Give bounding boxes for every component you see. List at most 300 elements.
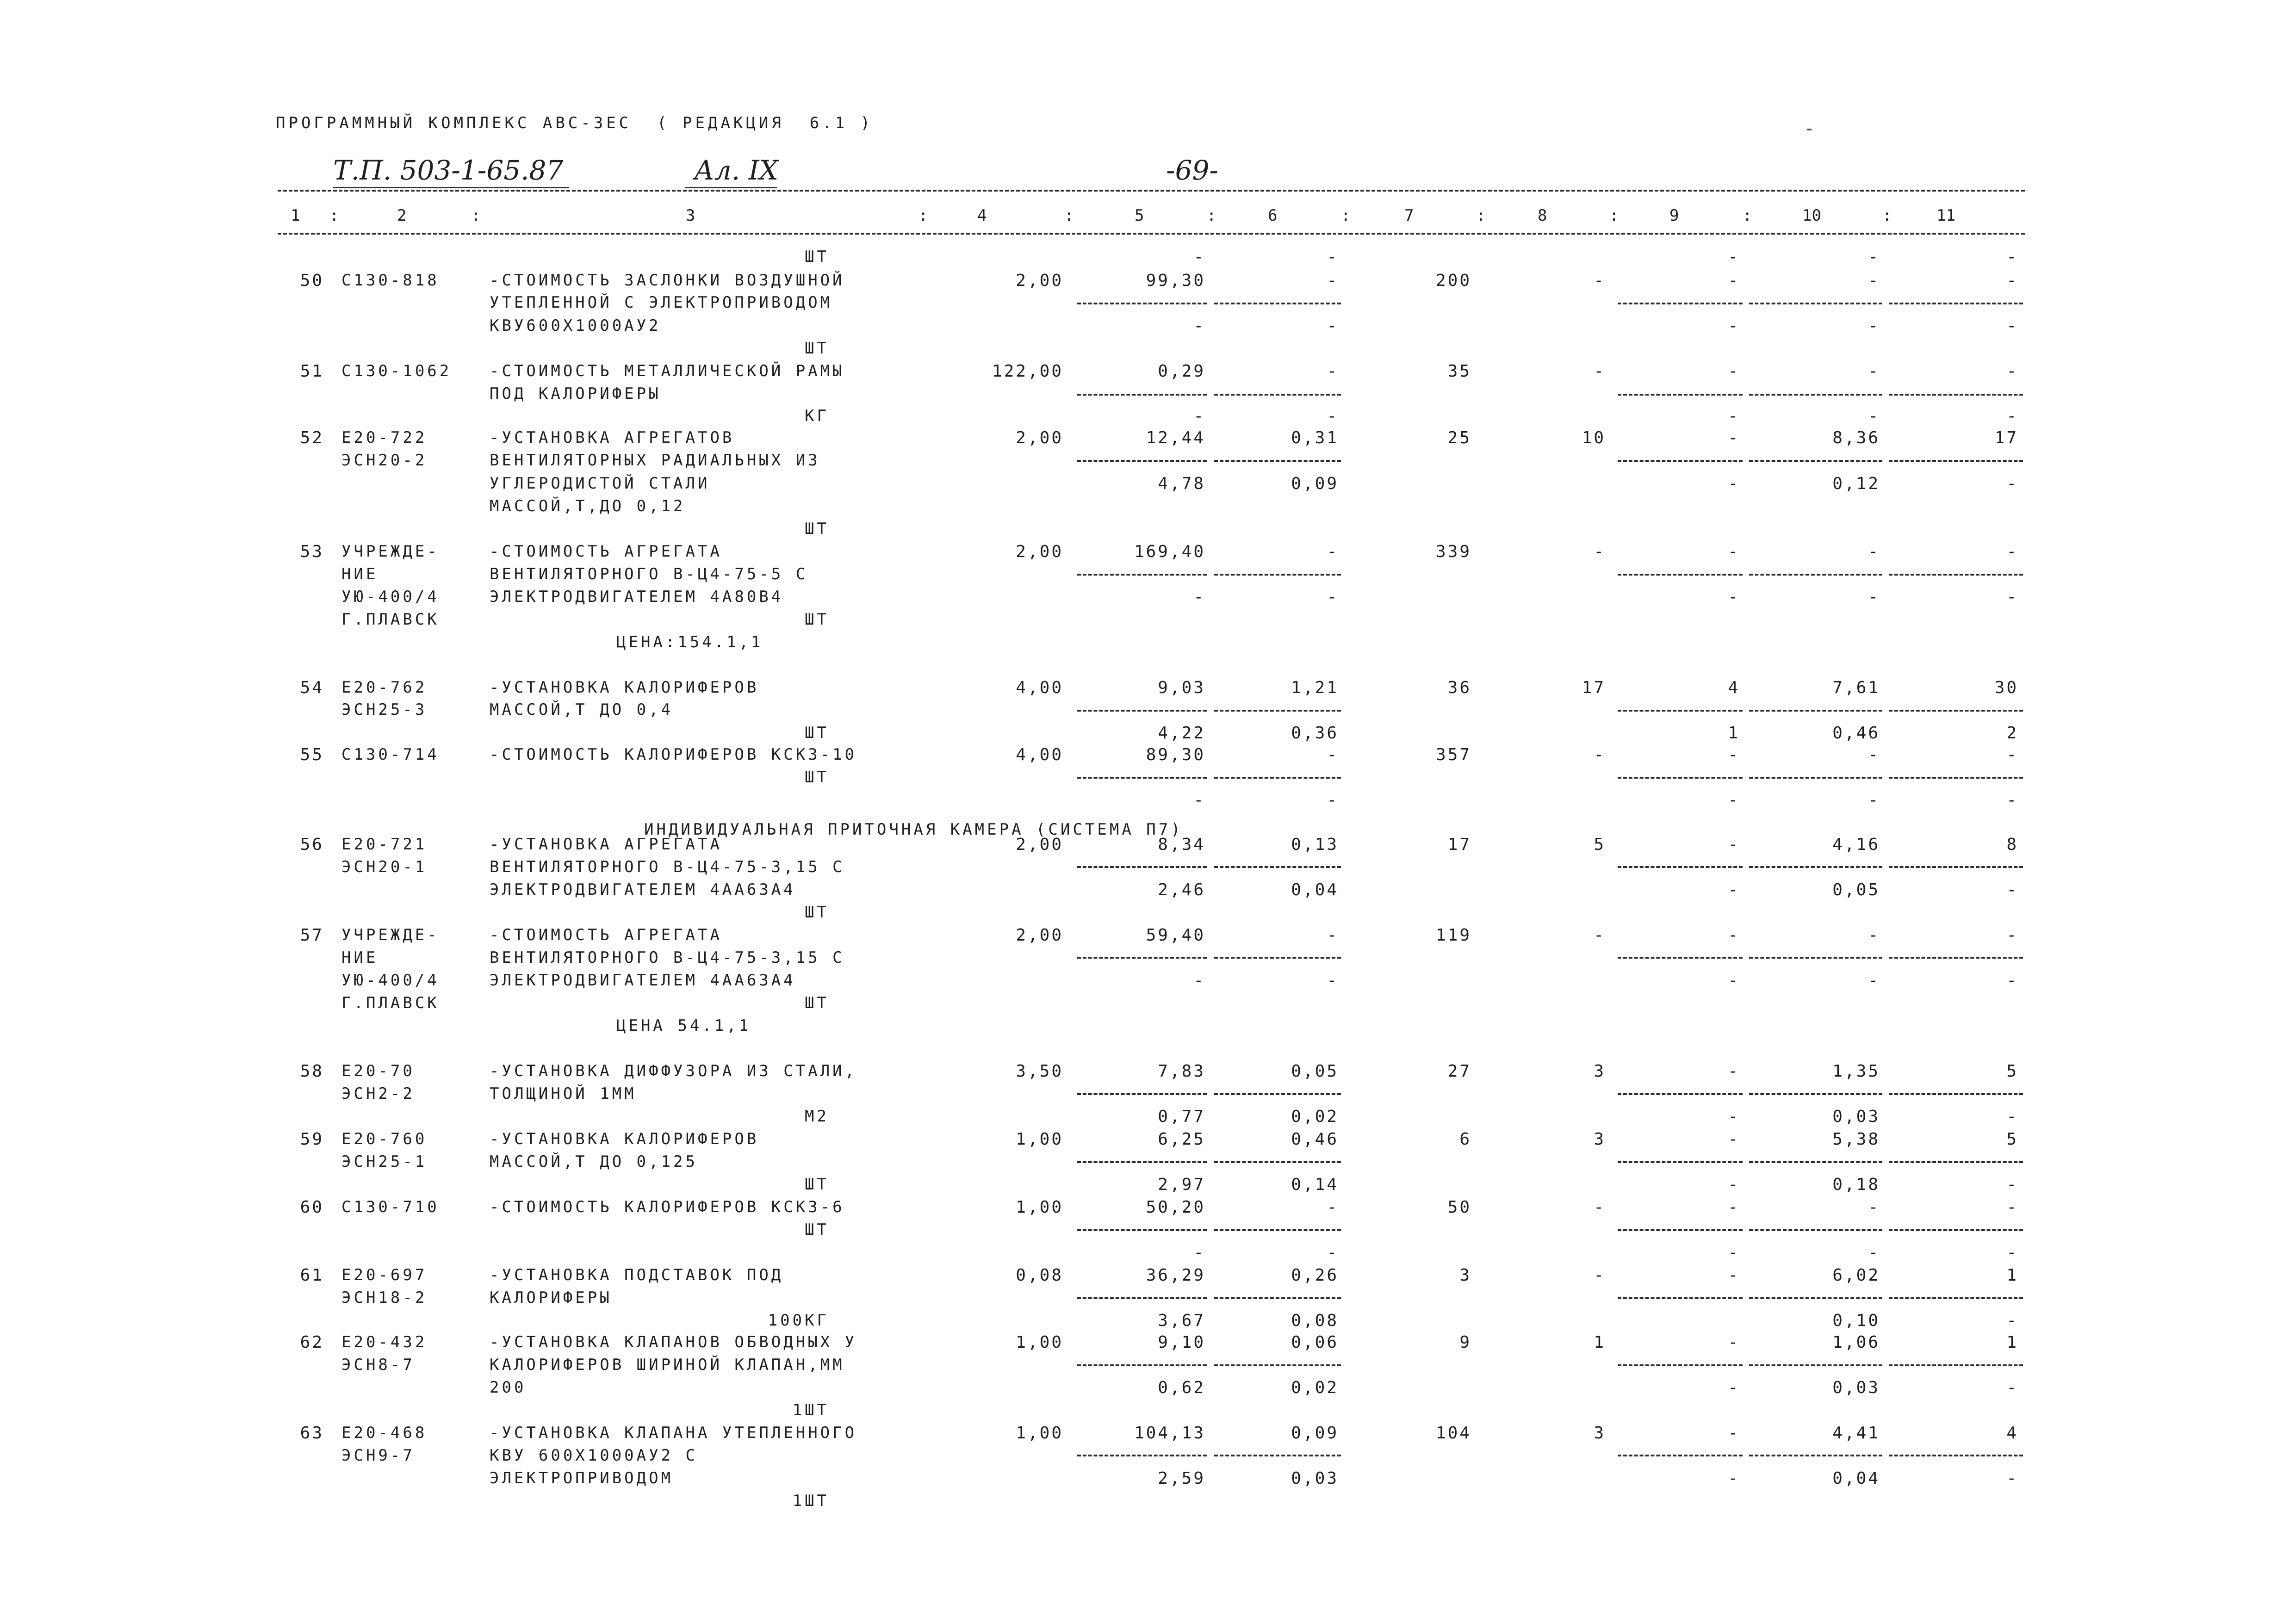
cell-col-6: 0,13	[1291, 835, 1339, 854]
cell-col-5: -	[1193, 1243, 1205, 1262]
cell-col-10: 0,05	[1832, 880, 1880, 899]
cell-col-9: -	[1728, 1333, 1740, 1352]
cell-col-4: 2,00	[1016, 542, 1063, 561]
cell-rule	[1214, 574, 1341, 576]
cell-col-5: 50,20	[1146, 1198, 1205, 1217]
cell-col-9: -	[1728, 248, 1740, 266]
column-header-8: 8	[1538, 206, 1547, 225]
cell-col-9: -	[1728, 835, 1740, 854]
cell-col-5: 2,46	[1158, 880, 1205, 899]
cell-col-11: -	[2006, 474, 2018, 493]
cell-col-5: 4,78	[1158, 474, 1205, 493]
cell-col-5: 7,83	[1158, 1062, 1205, 1081]
cell-col-10: 0,03	[1832, 1107, 1880, 1126]
cell-col-11: -	[2006, 316, 2018, 335]
cell-rule	[1749, 574, 1882, 576]
cell-col-6: -	[1327, 362, 1339, 381]
column-separator: :	[329, 206, 339, 225]
cell-col-5: 36,29	[1146, 1266, 1205, 1285]
cell-col-7: 3	[1459, 1266, 1471, 1285]
cell-col-9: -	[1728, 271, 1740, 290]
cell-rule	[1889, 460, 2023, 462]
cell-col-10: -	[1868, 791, 1880, 810]
cell-col-8: 3	[1594, 1130, 1606, 1149]
program-header: ПРОГРАММНЫЙ КОМПЛЕКС АВС-3ЕС ( РЕДАКЦИЯ 6.1 )	[276, 114, 874, 132]
cell-col-9: -	[1728, 1198, 1740, 1217]
rate-code: УЮ-400/4	[341, 971, 440, 990]
work-description: ВЕНТИЛЯТОРНЫХ РАДИАЛЬНЫХ ИЗ	[490, 451, 820, 470]
cell-col-5: 0,62	[1158, 1378, 1205, 1397]
work-description: ВЕНТИЛЯТОРНОГО В-Ц4-75-5 С	[490, 565, 808, 583]
cell-col-6: 0,14	[1291, 1175, 1339, 1194]
cell-rule	[1889, 710, 2023, 712]
rate-code: Е20-70	[341, 1062, 415, 1080]
cell-col-11: -	[2006, 407, 2018, 426]
cell-col-9: -	[1728, 362, 1740, 381]
cell-rule	[1214, 1364, 1341, 1366]
cell-col-10: 0,12	[1832, 474, 1880, 493]
price-ref: ЦЕНА:154.1,1	[616, 633, 763, 651]
cell-col-11: -	[2006, 791, 2018, 810]
section-title: ИНДИВИДУАЛЬНАЯ ПРИТОЧНАЯ КАМЕРА (СИСТЕМА П7)	[644, 820, 1183, 839]
cell-col-5: 12,44	[1146, 428, 1205, 447]
work-description: ЭЛЕКТРОДВИГАТЕЛЕМ 4АА63А4	[490, 880, 796, 899]
cell-col-11: 30	[1994, 678, 2018, 697]
rate-code: Е20-432	[341, 1333, 428, 1351]
cell-col-6: -	[1327, 1243, 1339, 1262]
cell-col-11: -	[2006, 971, 2018, 990]
rate-code: Г.ПЛАВСК	[341, 994, 440, 1012]
cell-col-4: 1,00	[1016, 1424, 1063, 1443]
unit-label: М2	[805, 1107, 829, 1126]
column-header-7: 7	[1404, 206, 1414, 225]
cell-rule	[1889, 957, 2023, 959]
row-number: 51	[300, 362, 324, 381]
cell-col-9: -	[1728, 791, 1740, 810]
cell-rule	[1618, 1364, 1743, 1366]
unit-label: ШТ	[805, 903, 829, 922]
cell-col-8: -	[1594, 542, 1606, 561]
column-separator: :	[918, 206, 928, 225]
cell-col-10: 5,38	[1832, 1130, 1880, 1149]
cell-col-5: 2,97	[1158, 1175, 1205, 1194]
cell-col-8: 3	[1594, 1424, 1606, 1443]
rate-code: УЧРЕЖДЕ-	[341, 926, 440, 944]
cell-col-5: -	[1193, 407, 1205, 426]
cell-col-8: 17	[1582, 678, 1606, 697]
row-number: 58	[300, 1062, 324, 1081]
unit-label: 1ШТ	[792, 1492, 829, 1510]
row-number: 50	[300, 271, 324, 290]
cell-col-9: -	[1728, 588, 1740, 607]
cell-rule	[1214, 394, 1341, 396]
cell-rule	[1749, 303, 1882, 304]
unit-label: КГ	[805, 407, 829, 425]
row-number: 62	[300, 1333, 324, 1352]
work-description: ЭЛЕКТРОПРИВОДОМ	[490, 1469, 674, 1487]
cell-col-10: -	[1868, 271, 1880, 290]
work-description: -СТОИМОСТЬ АГРЕГАТА	[490, 926, 722, 944]
cell-col-7: 119	[1435, 926, 1471, 945]
cell-col-11: 1	[2006, 1333, 2018, 1352]
cell-col-8: 1	[1594, 1333, 1606, 1352]
column-header-10: 10	[1802, 206, 1821, 225]
column-separator: :	[1609, 206, 1619, 225]
cell-col-11: -	[2006, 1469, 2018, 1488]
cell-col-4: 2,00	[1016, 271, 1063, 290]
row-number: 63	[300, 1424, 324, 1443]
cell-col-10: 4,41	[1832, 1424, 1880, 1443]
price-ref: ЦЕНА 54.1,1	[616, 1016, 751, 1035]
cell-col-11: -	[2006, 362, 2018, 381]
rate-code: ЭСН9-7	[341, 1446, 415, 1465]
column-header-11: 11	[1936, 206, 1955, 225]
cell-col-7: 104	[1435, 1424, 1471, 1443]
cell-col-7: 50	[1447, 1198, 1471, 1217]
unit-label: ШТ	[805, 248, 829, 266]
work-description: УГЛЕРОДИСТОЙ СТАЛИ	[490, 474, 710, 493]
column-header-6: 6	[1268, 206, 1278, 225]
cell-rule	[1214, 1297, 1341, 1299]
work-description: МАССОЙ,Т ДО 0,125	[490, 1152, 698, 1171]
rate-code: С130-714	[341, 745, 440, 764]
cell-col-9: -	[1728, 971, 1740, 990]
cell-col-9: -	[1728, 745, 1740, 764]
cell-rule	[1889, 574, 2023, 576]
cell-col-10: 0,10	[1832, 1311, 1880, 1330]
cell-col-5: -	[1193, 588, 1205, 607]
cell-col-5: 59,40	[1146, 926, 1205, 945]
cell-rule	[1214, 303, 1341, 304]
cell-col-11: -	[2006, 271, 2018, 290]
rate-code: С130-710	[341, 1198, 440, 1216]
cell-col-11: -	[2006, 1311, 2018, 1330]
work-description: ЭЛЕКТРОДВИГАТЕЛЕМ 4А80В4	[490, 588, 784, 606]
album-label: Ал. IX	[694, 155, 778, 186]
work-description: КВУ600Х1000АУ2	[490, 316, 661, 335]
cell-rule	[1618, 1161, 1743, 1163]
work-description: УТЕПЛЕННОЙ С ЭЛЕКТРОПРИВОДОМ	[490, 293, 833, 312]
cell-rule	[1889, 394, 2023, 396]
cell-col-7: 36	[1447, 678, 1471, 697]
cell-rule	[1077, 777, 1207, 779]
cell-col-8: 10	[1582, 428, 1606, 447]
work-description: -СТОИМОСТЬ ЗАСЛОНКИ ВОЗДУШНОЙ	[490, 271, 845, 290]
cell-col-10: -	[1868, 362, 1880, 381]
cell-rule	[1889, 1297, 2023, 1299]
cell-col-6: -	[1327, 791, 1339, 810]
cell-rule	[1214, 1093, 1341, 1095]
cell-col-4: 4,00	[1016, 745, 1063, 764]
column-separator: :	[1064, 206, 1074, 225]
rate-code: Е20-762	[341, 678, 428, 697]
cell-col-4: 1,00	[1016, 1130, 1063, 1149]
album-underline	[685, 187, 777, 188]
cell-col-5: 0,29	[1158, 362, 1205, 381]
cell-col-6: -	[1327, 745, 1339, 764]
cell-col-11: 5	[2006, 1062, 2018, 1081]
column-header-2: 2	[397, 206, 407, 225]
work-description: КВУ 600Х1000АУ2 С	[490, 1446, 698, 1465]
row-number: 52	[300, 428, 324, 447]
cell-col-6: 0,31	[1291, 428, 1339, 447]
cell-rule	[1618, 574, 1743, 576]
cell-rule	[1077, 1455, 1207, 1456]
cell-col-9: -	[1728, 1424, 1740, 1443]
cell-col-6: -	[1327, 271, 1339, 290]
cell-rule	[1077, 1161, 1207, 1163]
cell-col-11: -	[2006, 1175, 2018, 1194]
cell-col-6: -	[1327, 316, 1339, 335]
unit-label: ШТ	[805, 339, 829, 358]
cell-col-9: 4	[1728, 678, 1740, 697]
rate-code: С130-1062	[341, 362, 452, 380]
cell-col-11: 1	[2006, 1266, 2018, 1285]
cell-col-5: 9,10	[1158, 1333, 1205, 1352]
cell-rule	[1889, 1455, 2023, 1456]
stray-mark	[1807, 129, 1812, 130]
column-header-9: 9	[1669, 206, 1679, 225]
row-number: 57	[300, 926, 324, 945]
cell-col-6: 0,08	[1291, 1311, 1339, 1330]
cell-col-8: 5	[1594, 835, 1606, 854]
cell-rule	[1077, 1364, 1207, 1366]
cell-col-10: -	[1868, 588, 1880, 607]
cell-col-5: -	[1193, 316, 1205, 335]
cell-col-11: 8	[2006, 835, 2018, 854]
column-separator: :	[1882, 206, 1892, 225]
cell-col-6: -	[1327, 971, 1339, 990]
cell-col-5: 89,30	[1146, 745, 1205, 764]
column-header-rule	[278, 233, 2025, 235]
cell-rule	[1749, 1455, 1882, 1456]
cell-col-11: -	[2006, 1243, 2018, 1262]
unit-label: ШТ	[805, 1220, 829, 1239]
cell-rule	[1618, 1229, 1743, 1231]
cell-col-11: 17	[1994, 428, 2018, 447]
cell-col-11: -	[2006, 880, 2018, 899]
cell-col-10: -	[1868, 971, 1880, 990]
cell-col-9: 1	[1728, 724, 1740, 743]
cell-rule	[1749, 394, 1882, 396]
cell-col-7: 339	[1435, 542, 1471, 561]
work-description: 200	[490, 1378, 527, 1397]
cell-col-11: -	[2006, 1198, 2018, 1217]
rate-code: Е20-760	[341, 1130, 428, 1148]
cell-col-5: -	[1193, 248, 1205, 266]
cell-col-5: 8,34	[1158, 835, 1205, 854]
cell-col-5: 9,03	[1158, 678, 1205, 697]
cell-col-8: -	[1594, 271, 1606, 290]
cell-rule	[1618, 710, 1743, 712]
cell-col-6: 0,02	[1291, 1107, 1339, 1126]
unit-label: ШТ	[805, 610, 829, 629]
work-description: -СТОИМОСТЬ КАЛОРИФЕРОВ КСК3-6	[490, 1198, 845, 1216]
cell-col-9: -	[1728, 1130, 1740, 1149]
cell-rule	[1077, 957, 1207, 959]
rate-code: УЮ-400/4	[341, 588, 440, 606]
cell-col-6: -	[1327, 1198, 1339, 1217]
cell-rule	[1214, 777, 1341, 779]
cell-col-9: -	[1728, 474, 1740, 493]
cell-col-4: 122,00	[992, 362, 1063, 381]
rate-code: НИЕ	[341, 948, 379, 967]
cell-col-7: 27	[1447, 1062, 1471, 1081]
cell-col-9: -	[1728, 407, 1740, 426]
cell-rule	[1618, 460, 1743, 462]
row-number: 55	[300, 745, 324, 764]
cell-col-11: 4	[2006, 1424, 2018, 1443]
work-description: -СТОИМОСТЬ АГРЕГАТА	[490, 542, 722, 561]
cell-col-9: -	[1728, 880, 1740, 899]
cell-col-6: 0,05	[1291, 1062, 1339, 1081]
cell-col-9: -	[1728, 926, 1740, 945]
row-number: 61	[300, 1266, 324, 1285]
cell-col-4: 2,00	[1016, 926, 1063, 945]
work-description: -УСТАНОВКА ПОДСТАВОК ПОД	[490, 1266, 784, 1284]
cell-col-6: 1,21	[1291, 678, 1339, 697]
cell-rule	[1749, 1297, 1882, 1299]
work-description: -УСТАНОВКА АГРЕГАТОВ	[490, 428, 735, 447]
cell-col-10: -	[1868, 926, 1880, 945]
cell-col-7: 357	[1435, 745, 1471, 764]
cell-rule	[1077, 1229, 1207, 1231]
cell-col-9: -	[1728, 1469, 1740, 1488]
work-description: ВЕНТИЛЯТОРНОГО В-Ц4-75-3,15 С	[490, 858, 845, 876]
cell-col-9: -	[1728, 1266, 1740, 1285]
cell-rule	[1889, 866, 2023, 868]
cell-col-10: 1,35	[1832, 1062, 1880, 1081]
cell-col-7: 17	[1447, 835, 1471, 854]
cell-col-6: 0,26	[1291, 1266, 1339, 1285]
cell-col-8: -	[1594, 1266, 1606, 1285]
work-description: ПОД КАЛОРИФЕРЫ	[490, 384, 661, 403]
work-description: -СТОИМОСТЬ МЕТАЛЛИЧЕСКОЙ РАМЫ	[490, 362, 845, 380]
rate-code: ЭСН20-1	[341, 858, 428, 876]
work-description: ВЕНТИЛЯТОРНОГО В-Ц4-75-3,15 С	[490, 948, 845, 967]
cell-col-11: -	[2006, 745, 2018, 764]
cell-col-11: -	[2006, 248, 2018, 266]
cell-rule	[1889, 1093, 2023, 1095]
cell-rule	[1214, 957, 1341, 959]
cell-col-11: -	[2006, 542, 2018, 561]
cell-col-4: 0,08	[1016, 1266, 1063, 1285]
unit-label: ШТ	[805, 520, 829, 538]
cell-col-5: 3,67	[1158, 1311, 1205, 1330]
cell-col-4: 3,50	[1016, 1062, 1063, 1081]
work-description: ЭЛЕКТРОДВИГАТЕЛЕМ 4АА63А4	[490, 971, 796, 990]
cell-rule	[1618, 1093, 1743, 1095]
cell-col-5: 4,22	[1158, 724, 1205, 743]
cell-col-11: -	[2006, 1378, 2018, 1397]
work-description: -УСТАНОВКА КАЛОРИФЕРОВ	[490, 678, 759, 697]
cell-col-4: 2,00	[1016, 835, 1063, 854]
cell-rule	[1749, 957, 1882, 959]
cell-col-9: -	[1728, 428, 1740, 447]
cell-col-5: 6,25	[1158, 1130, 1205, 1149]
work-description: КАЛОРИФЕРЫ	[490, 1288, 612, 1307]
unit-label: ШТ	[805, 994, 829, 1012]
cell-col-11: -	[2006, 1107, 2018, 1126]
cell-col-6: 0,04	[1291, 880, 1339, 899]
row-number: 56	[300, 835, 324, 854]
cell-rule	[1749, 460, 1882, 462]
rate-code: С130-818	[341, 271, 440, 290]
cell-rule	[1214, 866, 1341, 868]
cell-col-9: -	[1728, 1062, 1740, 1081]
cell-col-10: 4,16	[1832, 835, 1880, 854]
cell-rule	[1618, 957, 1743, 959]
cell-rule	[1749, 777, 1882, 779]
cell-rule	[1618, 1455, 1743, 1456]
cell-rule	[1077, 574, 1207, 576]
cell-col-8: -	[1594, 362, 1606, 381]
cell-col-5: -	[1193, 971, 1205, 990]
cell-col-11: -	[2006, 588, 2018, 607]
work-description: -УСТАНОВКА АГРЕГАТА	[490, 835, 722, 854]
cell-col-9: -	[1728, 316, 1740, 335]
cell-col-6: 0,02	[1291, 1378, 1339, 1397]
cell-col-9: -	[1728, 1107, 1740, 1126]
cell-rule	[1214, 1455, 1341, 1456]
cell-col-4: 4,00	[1016, 678, 1063, 697]
rate-code: ЭСН2-2	[341, 1084, 415, 1103]
work-description: -УСТАНОВКА ДИФФУЗОРА ИЗ СТАЛИ,	[490, 1062, 857, 1080]
cell-col-10: 0,04	[1832, 1469, 1880, 1488]
work-description: -СТОИМОСТЬ КАЛОРИФЕРОВ КСК3-10	[490, 745, 857, 764]
column-separator: :	[1476, 206, 1486, 225]
cell-rule	[1749, 866, 1882, 868]
cell-rule	[1214, 460, 1341, 462]
cell-col-11: 5	[2006, 1130, 2018, 1149]
cell-col-5: 104,13	[1134, 1424, 1205, 1443]
cell-rule	[1749, 1093, 1882, 1095]
cell-rule	[1214, 1161, 1341, 1163]
cell-col-4: 1,00	[1016, 1198, 1063, 1217]
row-number: 60	[300, 1198, 324, 1217]
doc-code: Т.П. 503-1-65.87	[333, 155, 564, 186]
cell-col-10: 0,18	[1832, 1175, 1880, 1194]
cell-col-4: 1,00	[1016, 1333, 1063, 1352]
cell-col-7: 6	[1459, 1130, 1471, 1149]
cell-col-10: -	[1868, 745, 1880, 764]
unit-label: ШТ	[805, 1175, 829, 1194]
cell-col-9: -	[1728, 1175, 1740, 1194]
cell-col-6: -	[1327, 407, 1339, 426]
cell-rule	[1618, 1297, 1743, 1299]
column-separator: :	[1341, 206, 1351, 225]
cell-col-6: 0,03	[1291, 1469, 1339, 1488]
work-description: МАССОЙ,Т,ДО 0,12	[490, 497, 686, 515]
row-number: 59	[300, 1130, 324, 1149]
cell-col-9: -	[1728, 1378, 1740, 1397]
cell-col-8: 3	[1594, 1062, 1606, 1081]
cell-col-5: 99,30	[1146, 271, 1205, 290]
cell-rule	[1618, 777, 1743, 779]
cell-col-7: 35	[1447, 362, 1471, 381]
work-description: МАССОЙ,Т ДО 0,4	[490, 700, 674, 719]
cell-col-7: 9	[1459, 1333, 1471, 1352]
cell-rule	[1214, 1229, 1341, 1231]
cell-col-7: 200	[1435, 271, 1471, 290]
cell-rule	[1618, 394, 1743, 396]
cell-rule	[1749, 710, 1882, 712]
work-description: КАЛОРИФЕРОВ ШИРИНОЙ КЛАПАН,ММ	[490, 1356, 845, 1374]
cell-col-5: 2,59	[1158, 1469, 1205, 1488]
column-separator: :	[471, 206, 481, 225]
work-description: -УСТАНОВКА КАЛОРИФЕРОВ	[490, 1130, 759, 1148]
cell-col-6: 0,36	[1291, 724, 1339, 743]
